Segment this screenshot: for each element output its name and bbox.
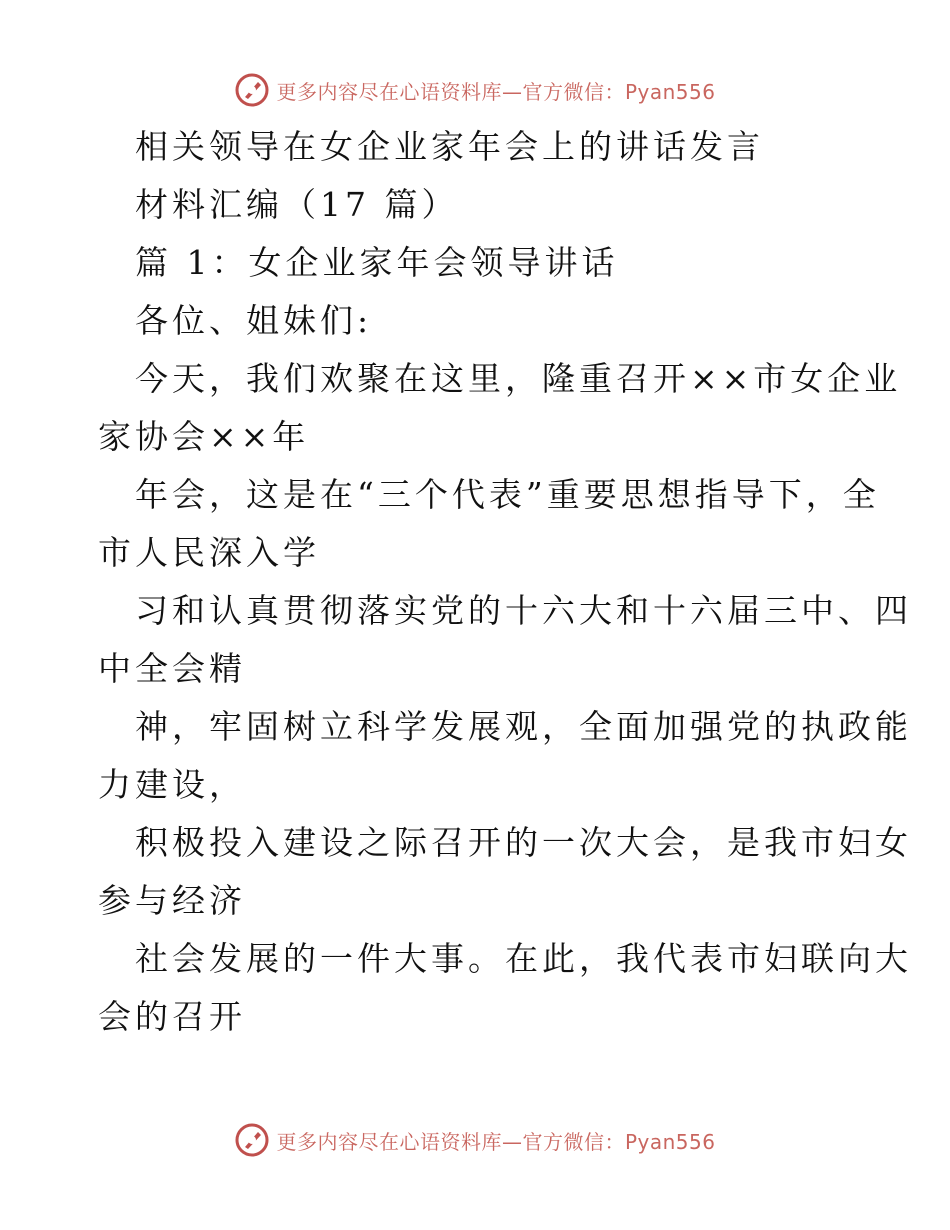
paragraph-line: 年会，这是在“三个代表”重要思想指导下，全 bbox=[135, 475, 880, 514]
pen-logo-icon bbox=[234, 72, 270, 108]
section-heading: 篇 1：女企业家年会领导讲话 bbox=[135, 243, 619, 282]
header-watermark bbox=[0, 70, 950, 110]
paragraph-line: 习和认真贯彻落实党的十六大和十六届三中、四 bbox=[135, 591, 912, 630]
paragraph-line: 中全会精 bbox=[98, 649, 246, 688]
watermark-text: 更多内容尽在心语资料库—官方微信：Pyan556 bbox=[276, 79, 716, 104]
document-title-line-2: 材料汇编（17 篇） bbox=[135, 185, 459, 224]
paragraph-line: 积极投入建设之际召开的一次大会，是我市妇女 bbox=[135, 823, 912, 862]
paragraph-line: 今天，我们欢聚在这里，隆重召开××市女企业 bbox=[135, 359, 902, 398]
salutation: 各位、姐妹们: bbox=[135, 301, 373, 340]
document-title-line-1: 相关领导在女企业家年会上的讲话发言 bbox=[135, 127, 764, 166]
paragraph-line: 神，牢固树立科学发展观，全面加强党的执政能 bbox=[135, 707, 912, 746]
paragraph-line: 力建设， bbox=[98, 765, 246, 804]
paragraph-line: 家协会××年 bbox=[98, 417, 310, 456]
paragraph-line: 市人民深入学 bbox=[98, 533, 320, 572]
document-body bbox=[98, 118, 912, 1046]
paragraph-line: 会的召开 bbox=[98, 997, 246, 1036]
pen-logo-icon bbox=[234, 1122, 270, 1158]
watermark-text: 更多内容尽在心语资料库—官方微信：Pyan556 bbox=[276, 1129, 716, 1154]
paragraph-line: 社会发展的一件大事。在此，我代表市妇联向大 bbox=[135, 939, 912, 978]
paragraph-line: 参与经济 bbox=[98, 881, 246, 920]
footer-watermark bbox=[0, 1120, 950, 1160]
